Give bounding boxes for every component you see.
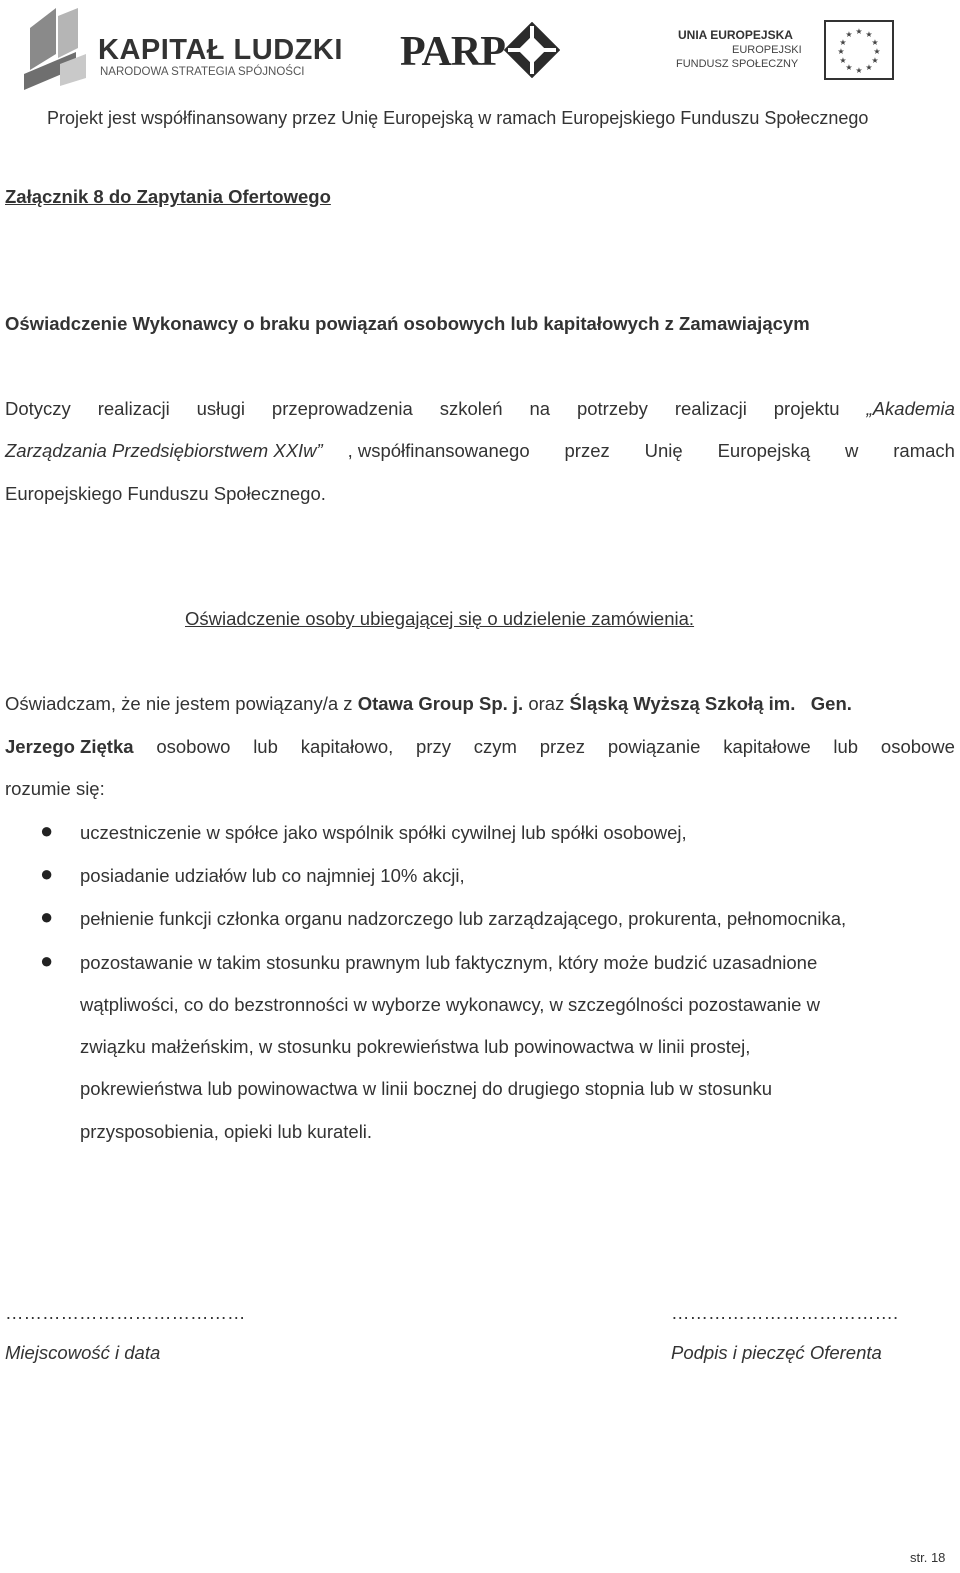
bullet-icon: ● bbox=[40, 861, 54, 886]
intro-word: Dotyczy bbox=[5, 398, 71, 419]
project-name-end: Zarządzania Przedsiębiorstwem XXIw” bbox=[5, 440, 323, 461]
kapital-ludzki-emblem-icon bbox=[20, 8, 90, 90]
declaration-word: powiązanie bbox=[607, 736, 701, 757]
declaration-word: kapitałowe bbox=[723, 736, 811, 757]
bullet-item: posiadanie udziałów lub co najmniej 10% akcji, bbox=[80, 865, 465, 886]
svg-text:★: ★ bbox=[837, 47, 845, 56]
intro-word: Unię bbox=[644, 440, 683, 461]
intro-line-3: Europejskiego Funduszu Społecznego. bbox=[5, 483, 326, 504]
bullet-item-continuation: wątpliwości, co do bezstronności w wyborze wykonawcy, w szczególności pozostawanie w bbox=[80, 994, 820, 1015]
bullet-item: pozostawanie w takim stosunku prawnym lub faktycznym, który może budzić uzasadnione bbox=[80, 952, 818, 973]
declaration-word: osobowo bbox=[156, 736, 231, 757]
page-number: str. 18 bbox=[910, 1550, 946, 1565]
svg-text:★: ★ bbox=[845, 63, 853, 72]
svg-text:★: ★ bbox=[855, 27, 863, 36]
bullet-item-continuation: związku małżeńskim, w stosunku pokrewieństwa lub powinowactwa w linii prostej, bbox=[80, 1036, 751, 1057]
intro-word: przeprowadzenia bbox=[271, 398, 413, 419]
project-name-start: „Akademia bbox=[866, 398, 955, 419]
declaration-word: przez bbox=[539, 736, 586, 757]
intro-line-2 bbox=[5, 440, 955, 462]
svg-text:★: ★ bbox=[839, 56, 847, 65]
bullet-icon: ● bbox=[40, 818, 54, 843]
eu-flag-icon bbox=[824, 20, 894, 80]
statement-title: Oświadczenie Wykonawcy o braku powiązań osobowych lub kapitałowych z Zamawiającym bbox=[5, 313, 810, 334]
bullet-item: uczestniczenie w spółce jako wspólnik spółki cywilnej lub spółki osobowej, bbox=[80, 822, 687, 843]
bullet-item-continuation: przysposobienia, opieki lub kurateli. bbox=[80, 1121, 373, 1142]
eu-logo bbox=[678, 20, 898, 82]
parp-logo bbox=[396, 20, 566, 80]
eu-line-3: FUNDUSZ SPOŁECZNY bbox=[676, 58, 799, 70]
declaration-text: Oświadczam, że nie jestem powiązany/a z bbox=[5, 693, 358, 714]
parp-emblem-icon bbox=[504, 22, 560, 78]
svg-text:★: ★ bbox=[871, 38, 879, 47]
intro-word: realizacji bbox=[674, 398, 747, 419]
kapital-ludzki-subtitle: NARODOWA STRATEGIA SPÓJNOŚCI bbox=[100, 66, 305, 78]
intro-word: na bbox=[529, 398, 551, 419]
kapital-ludzki-logo bbox=[20, 8, 343, 90]
declaration-word: czym bbox=[473, 736, 517, 757]
bullet-item: pełnienie funkcji członka organu nadzorczego lub zarządzającego, prokurenta, pełnomocnika, bbox=[80, 908, 847, 929]
signature-label: Podpis i pieczęć Oferenta bbox=[671, 1342, 882, 1363]
intro-line-1 bbox=[5, 398, 955, 420]
declaration-word: lub bbox=[833, 736, 859, 757]
intro-word: , współfinansowanego bbox=[347, 440, 530, 461]
svg-text:★: ★ bbox=[865, 30, 873, 39]
declaration-line-2 bbox=[5, 736, 955, 758]
signature-dots: ………………………………. bbox=[671, 1302, 899, 1323]
school-name: Śląską Wyższą Szkołą im. bbox=[569, 693, 796, 714]
intro-word: realizacji bbox=[97, 398, 170, 419]
patron-name: Jerzego Ziętka bbox=[5, 736, 134, 757]
company-name: Otawa Group Sp. j. bbox=[357, 693, 524, 714]
cofinancing-note: Projekt jest współfinansowany przez Unię Europejską w ramach Europejskiego Funduszu Społecznego bbox=[47, 108, 869, 128]
intro-word: przez bbox=[564, 440, 610, 461]
svg-text:★: ★ bbox=[839, 38, 847, 47]
intro-word: usługi bbox=[196, 398, 245, 419]
intro-word: Europejską bbox=[717, 440, 811, 461]
declaration-word: lub bbox=[253, 736, 278, 757]
intro-word: szkoleń bbox=[439, 398, 503, 419]
intro-word: projektu bbox=[773, 398, 840, 419]
place-date-label: Miejscowość i data bbox=[5, 1342, 161, 1363]
svg-text:★: ★ bbox=[855, 66, 863, 75]
kapital-ludzki-title: KAPITAŁ LUDZKI bbox=[98, 34, 343, 66]
intro-word: potrzeby bbox=[576, 398, 648, 419]
section-heading: Oświadczenie osoby ubiegającej się o udzielenie zamówienia: bbox=[185, 608, 695, 629]
eu-line-2: EUROPEJSKI bbox=[732, 44, 802, 56]
declaration-word: kapitałowo, bbox=[300, 736, 394, 757]
declaration-word: osobowe bbox=[880, 736, 955, 757]
intro-word: ramach bbox=[893, 440, 955, 461]
bullet-icon: ● bbox=[40, 948, 54, 973]
declaration-line-1 bbox=[5, 693, 955, 715]
place-date-dots: ………………………………… bbox=[5, 1302, 246, 1323]
intro-word: w bbox=[845, 440, 859, 461]
declaration-line-3: rozumie się: bbox=[5, 778, 105, 799]
svg-text:★: ★ bbox=[873, 47, 881, 56]
annex-title: Załącznik 8 do Zapytania Ofertowego bbox=[5, 186, 331, 207]
declaration-text: oraz bbox=[523, 693, 570, 714]
svg-text:★: ★ bbox=[871, 56, 879, 65]
svg-text:★: ★ bbox=[845, 30, 853, 39]
parp-wordmark: PARP bbox=[400, 29, 505, 75]
bullet-icon: ● bbox=[40, 904, 54, 929]
school-name-cont: Gen. bbox=[810, 693, 852, 714]
eu-line-1: UNIA EUROPEJSKA bbox=[678, 28, 793, 42]
declaration-word: przy bbox=[416, 736, 451, 757]
svg-text:★: ★ bbox=[865, 63, 873, 72]
bullet-item-continuation: pokrewieństwa lub powinowactwa w linii bocznej do drugiego stopnia lub w stosunku bbox=[80, 1078, 773, 1099]
